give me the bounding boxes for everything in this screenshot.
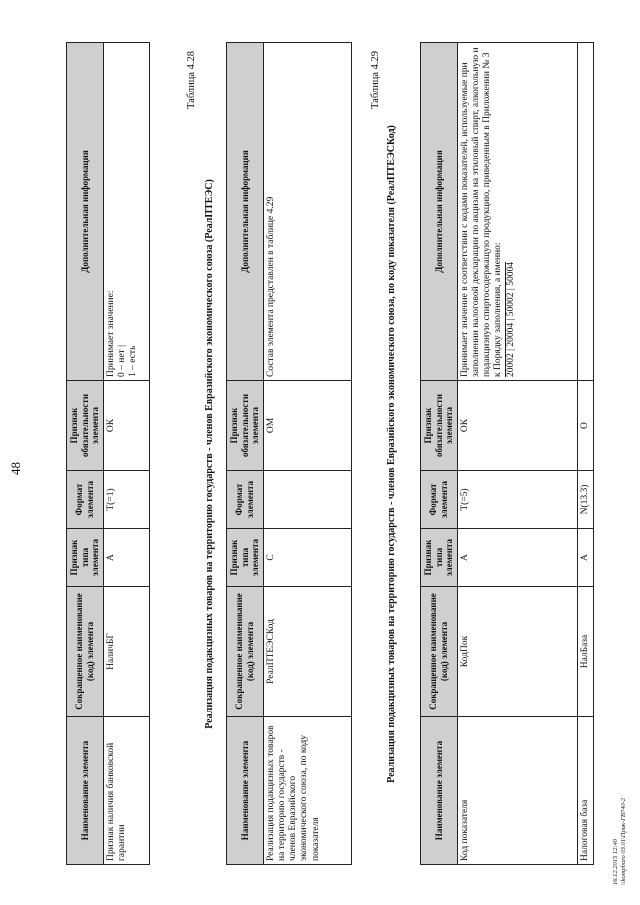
- table-label: Таблица 4.29: [370, 50, 381, 109]
- table-row: [263, 43, 351, 865]
- table-header-row: [227, 43, 264, 865]
- table-4-29: [420, 42, 594, 865]
- table-header-row: [421, 43, 458, 865]
- header-type: Признак типа элемента: [67, 529, 104, 587]
- table-row: [457, 43, 577, 865]
- cell-required: О: [577, 381, 593, 471]
- cell-type: А: [577, 529, 593, 587]
- page-number: 48: [8, 462, 23, 475]
- cell-format: Т(=5): [457, 471, 577, 529]
- cell-format: N(13.3): [577, 471, 593, 529]
- table-header-row: [67, 43, 104, 865]
- header-required: Признак обязательности элемента: [421, 381, 458, 471]
- indicator-codes: 20002 | 20004 | 50002 | 50004: [505, 262, 516, 377]
- header-short-name: Сокращенное наименование (код) элемента: [67, 587, 104, 717]
- cell-required: ОК: [103, 381, 149, 471]
- header-format: Формат элемента: [227, 471, 264, 529]
- cell-name: Реализация подакцизных товаров на территорию государств - членов Евразийского экономического союза, по коду показателя: [263, 717, 351, 865]
- cell-code: НалБаза: [577, 587, 593, 717]
- info-line: Принимает значение:: [105, 290, 116, 377]
- cell-name: Признак наличия банковской гарантии: [103, 717, 149, 865]
- cell-name: Код показателя: [457, 717, 577, 865]
- header-format: Формат элемента: [421, 471, 458, 529]
- header-info: Дополнительная информация: [227, 43, 264, 381]
- table-row: [103, 43, 149, 865]
- info-text: Принимает значение в соответствии с кодами показателей, используемые при заполнении налоговой декларации по акцизам на этиловый спирт, алкогольную и подакцизную спиртосодержащую продукцию, приведенным в Приложении № 3 к Порядку заполнения, а именно:: [459, 47, 504, 377]
- footer-date: 16.12.2015 12:40: [612, 838, 619, 885]
- cell-format: Т(=1): [103, 471, 149, 529]
- header-name: Наименование элемента: [421, 717, 458, 865]
- cell-type: А: [457, 529, 577, 587]
- table-row: [577, 43, 593, 865]
- info-line: 0 – нет |: [117, 345, 128, 377]
- header-required: Признак обязательности элемента: [227, 381, 264, 471]
- cell-info: Состав элемента представлен в таблице 4.29: [263, 43, 351, 381]
- cell-required: ОК: [457, 381, 577, 471]
- cell-format: [263, 471, 351, 529]
- cell-code: НаличБГ: [103, 587, 149, 717]
- cell-name: Налоговая база: [577, 717, 593, 865]
- header-info: Дополнительная информация: [67, 43, 104, 381]
- cell-code: КодПок: [457, 587, 577, 717]
- info-line: 1 – есть: [128, 345, 139, 377]
- header-short-name: Сокращенное наименование (код) элемента: [421, 587, 458, 717]
- header-type: Признак типа элемента: [421, 529, 458, 587]
- table-label: Таблица 4.28: [186, 50, 197, 109]
- header-short-name: Сокращенное наименование (код) элемента: [227, 587, 264, 717]
- cell-info: [457, 43, 577, 381]
- cell-info: [577, 43, 593, 381]
- table-caption: Реализация подакцизных товаров на территорию государств - членов Евразийского экономического союза (РеалПТЕЭС): [204, 179, 215, 729]
- header-required: Признак обязательности элемента: [67, 381, 104, 471]
- table-4-28: [226, 42, 352, 865]
- cell-type: А: [103, 529, 149, 587]
- footer-stamp: [612, 798, 628, 885]
- footer-path: \\kompburo 03.01\Прик-ГВ740-2: [619, 797, 627, 885]
- cell-type: С: [263, 529, 351, 587]
- header-name: Наименование элемента: [227, 717, 264, 865]
- header-info: Дополнительная информация: [421, 43, 458, 381]
- cell-code: РеалПТЕЭСКод: [263, 587, 351, 717]
- table-bank-guarantee: [66, 42, 150, 865]
- table-caption: Реализация подакцизных товаров на территорию государств - членов Евразийского экономического союза, по коду показателя (РеалПТЕЭСКод): [386, 125, 397, 783]
- cell-required: ОМ: [263, 381, 351, 471]
- header-name: Наименование элемента: [67, 717, 104, 865]
- cell-info: [103, 43, 149, 381]
- header-type: Признак типа элемента: [227, 529, 264, 587]
- header-format: Формат элемента: [67, 471, 104, 529]
